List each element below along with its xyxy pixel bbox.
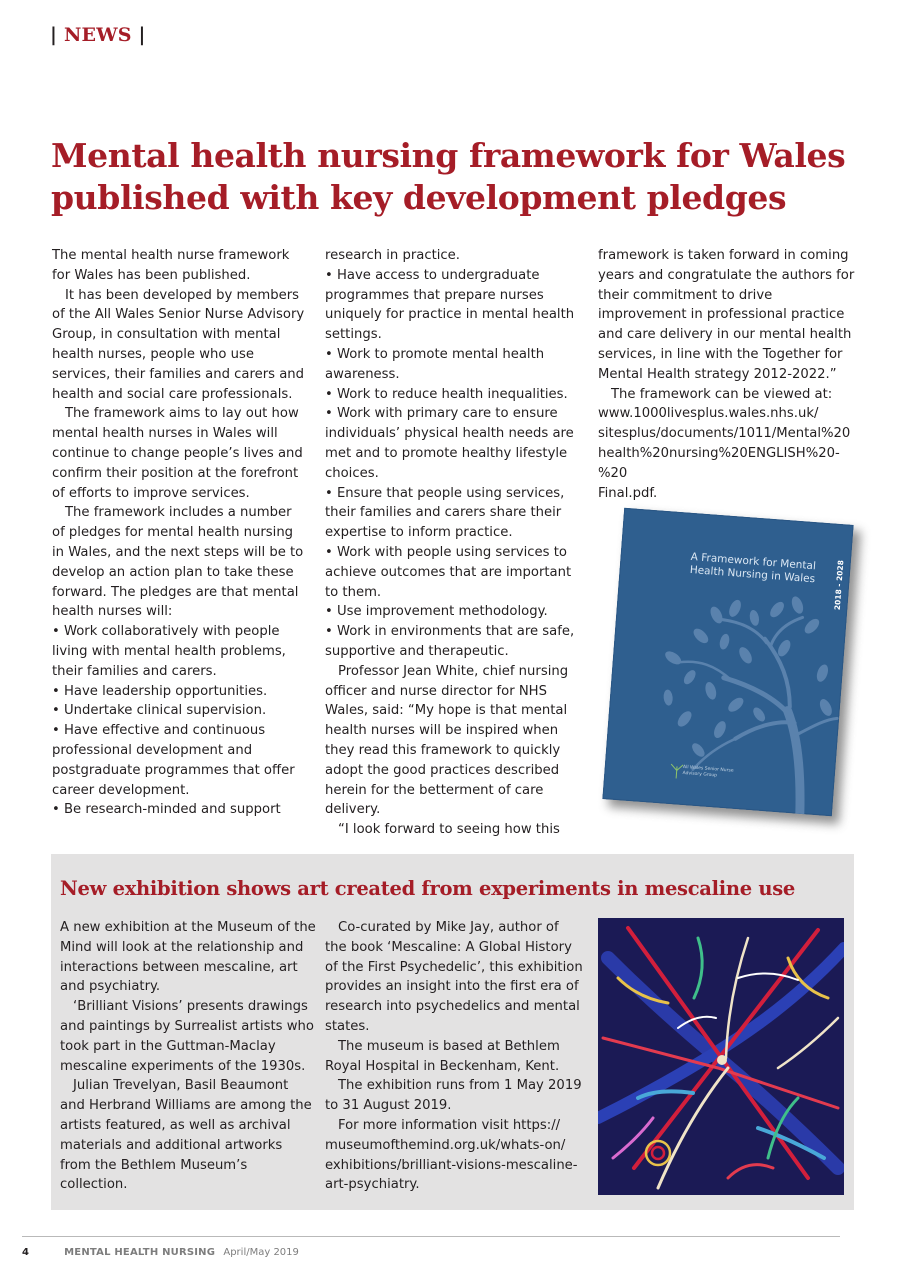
sidebar-paragraph: The museum is based at Bethlem Royal Hospital in Beckenham, Kent.	[325, 1038, 560, 1074]
cover-years-text: 2018 - 2028	[832, 559, 846, 611]
page-number: 4	[22, 1247, 29, 1258]
sidebar-headline: New exhibition shows art created from experiments in mescaline use	[60, 877, 795, 900]
framework-link-line[interactable]: www.1000livesplus.wales.nhs.uk/	[598, 406, 819, 422]
page-footer	[22, 1247, 299, 1258]
pledge-item: • Have effective and continuous professional development and postgraduate programmes that offer career development.	[52, 723, 295, 798]
sidebar-paragraph: The exhibition runs from 1 May 2019 to 31 August 2019.	[325, 1078, 582, 1114]
section-tag-label: NEWS	[63, 24, 132, 46]
pledge-item: • Work to promote mental health awareness.	[325, 346, 545, 382]
article-paragraph: The mental health nurse framework for Wales has been published.	[52, 248, 290, 283]
article-paragraph: The framework includes a number of pledges for mental health nursing in Wales, and the next steps will be to develop an action plan to take these forward. The pledges are that mental health nurses will:	[52, 505, 304, 620]
section-tag-bar-left: |	[50, 24, 58, 46]
cover-group-name: All Wales Senior Nurse Advisory Group	[682, 764, 734, 778]
sidebar-paragraph: Co-curated by Mike Jay, author of the book ‘Mescaline: A Global History of the First Psychedelic’, this exhibition provides an insight into the first era of research into psychedelics and mental states.	[325, 920, 583, 1034]
sidebar-paragraph: A new exhibition at the Museum of the Mind will look at the relationship and interactions between mescaline, art and psychiatry.	[60, 920, 316, 995]
framework-link-line[interactable]: health%20nursing%20ENGLISH%20-%20	[598, 445, 840, 481]
exhibition-link-paragraph[interactable]: For more information visit https:// museumofthemind.org.uk/whats-on/ exhibitions/brilliant-visions-mescaline-art-psychiatry.	[325, 1117, 578, 1193]
issue-date: April/May 2019	[223, 1247, 299, 1258]
pledge-item: • Ensure that people using services, their families and carers share their expertise to inform practice.	[325, 485, 565, 541]
mescaline-artwork-image	[598, 918, 844, 1195]
framework-link-line[interactable]: sitesplus/documents/1011/Mental%20	[598, 426, 851, 442]
sidebar-column-2	[325, 918, 583, 1195]
pledge-item: • Be research-minded and support	[52, 802, 281, 818]
article-column-1	[52, 246, 307, 820]
article-column-2	[325, 246, 583, 840]
sidebar-paragraph: ‘Brilliant Visions’ presents drawings and paintings by Surrealist artists who took part in the Guttman-Maclay mescaline experiments of the 1930s.	[60, 999, 314, 1074]
article-paragraph: “I look forward to seeing how this	[338, 822, 560, 838]
article-column-3	[598, 246, 858, 503]
pledge-item: • Work with primary care to ensure individuals’ physical health needs are met and to promote healthy lifestyle choices.	[325, 406, 574, 481]
section-tag-bar-right: |	[138, 24, 146, 46]
article-paragraph: The framework aims to lay out how mental health nurses in Wales will continue to change people’s lives and confirm their position at the forefront of efforts to improve services.	[52, 406, 303, 501]
framework-link-line[interactable]: Final.pdf.	[598, 485, 658, 501]
pledge-item: • Undertake clinical supervision.	[52, 703, 267, 719]
article-paragraph: Professor Jean White, chief nursing officer and nurse director for NHS Wales, said: “My hope is that mental health nurses will be inspired when they read this framework to quickly adopt the good practices described herein for the betterment of care delivery.	[325, 663, 569, 818]
article-paragraph: It has been developed by members of the All Wales Senior Nurse Advisory Group, in consultation with mental health nurses, people who use services, their families and carers and health and social care professionals.	[52, 287, 305, 402]
pledge-item: • Use improvement methodology.	[325, 604, 548, 620]
pledge-item: • Have leadership opportunities.	[52, 683, 268, 699]
pledge-item-continued: research in practice.	[325, 248, 460, 263]
pledge-item: • Work collaboratively with people living with mental health problems, their families and carers.	[52, 624, 286, 679]
section-tag	[50, 24, 146, 46]
article-paragraph: framework is taken forward in coming years and congratulate the authors for their commitment to drive improvement in professional practice and care delivery in our mental health services, in line with the Together for Mental Health strategy 2012-2022.”	[598, 248, 855, 382]
footer-rule	[22, 1236, 840, 1237]
article-paragraph: The framework can be viewed at:	[611, 386, 833, 402]
pledge-item: • Have access to undergraduate programmes that prepare nurses uniquely for practice in mental health settings.	[325, 267, 575, 343]
article-headline: Mental health nursing framework for Wales published with key development pledges	[51, 136, 846, 217]
sidebar-paragraph: Julian Trevelyan, Basil Beaumont and Herbrand Williams are among the artists featured, as well as archival materials and additional artworks from the Bethlem Museum’s collection.	[60, 1078, 312, 1193]
magazine-name: MENTAL HEALTH NURSING	[64, 1247, 216, 1258]
pledge-item: • Work to reduce health inequalities.	[325, 386, 568, 402]
pledge-item: • Work in environments that are safe, supportive and therapeutic.	[325, 624, 575, 659]
sidebar-column-1	[60, 918, 316, 1195]
framework-cover-image	[602, 508, 853, 816]
pledge-item: • Work with people using services to achieve outcomes that are important to them.	[325, 544, 572, 600]
cover-title: A Framework for Mental Health Nursing in Wales	[689, 550, 817, 586]
